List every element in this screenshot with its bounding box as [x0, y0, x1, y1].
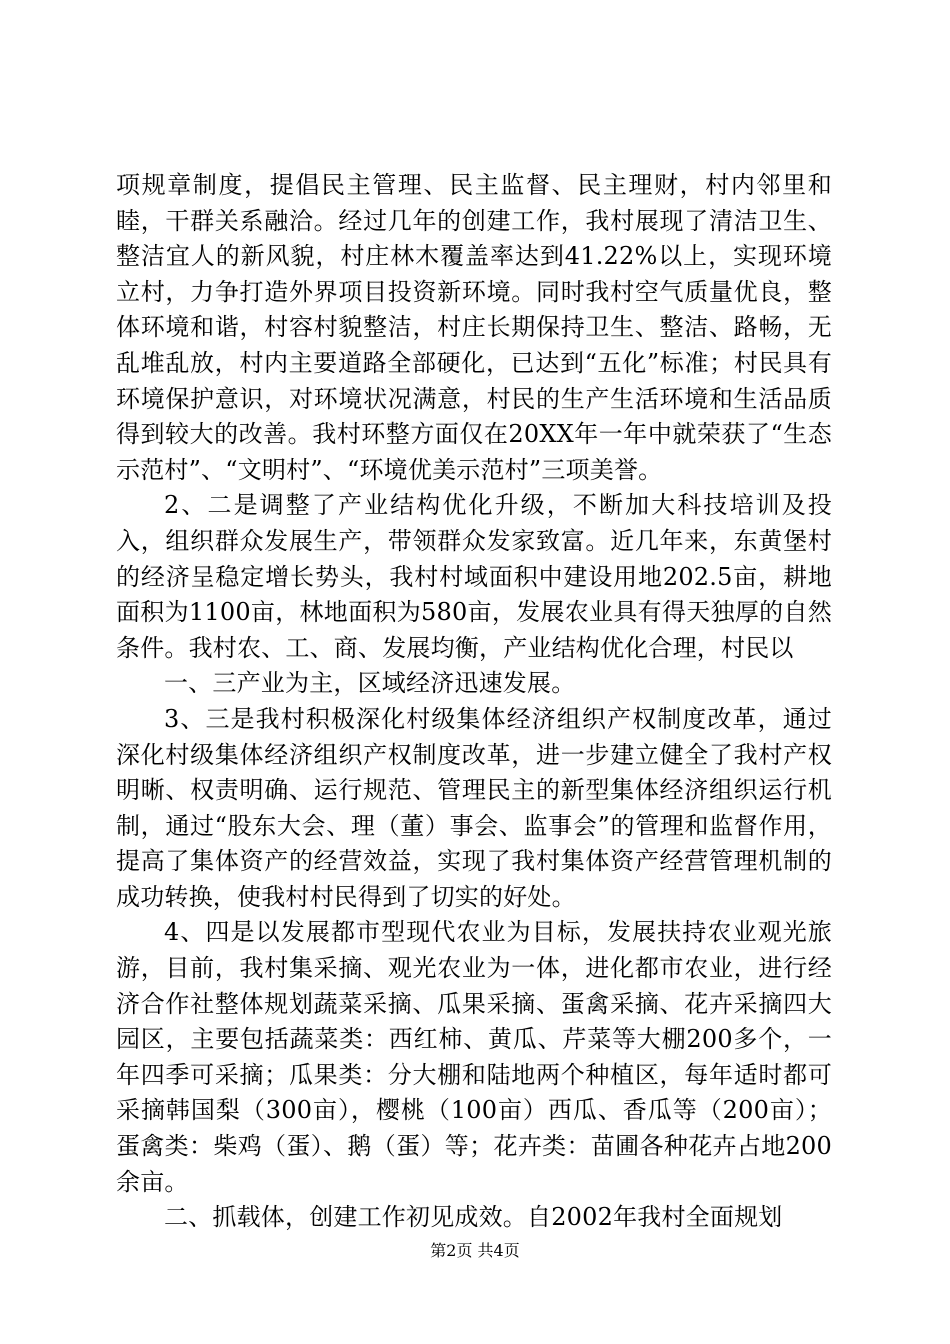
paragraph-carrier-initiative: 二、抓载体，创建工作初见成效。自2002年我村全面规划: [164, 1203, 783, 1232]
paragraph-property-reform: 3、三是我村积极深化村级集体经济组织产权制度改革，通过深化村级集体经济组织产权制度改革，进一步建立健全了我村产权明晰、权责明确、运行规范、管理民主的新型集体经济组织运行机制，通过“股东大会、理（董）事会、监事会”的管理和监督作用，提高了集体资产的经营效益，实现了我村集体资产经营管理机制的成功转换，使我村村民得到了切实的好处。: [116, 704, 832, 911]
paragraph-industry-continued: 一、三产业为主，区域经济迅速发展。: [164, 669, 576, 698]
document-body: [116, 168, 832, 1236]
paragraph-environment: 项规章制度，提倡民主管理、民主监督、民主理财，村内邻里和睦，干群关系融洽。经过几年的创建工作，我村展现了清洁卫生、整洁宜人的新风貌，村庄林木覆盖率达到41.22%以上，实现环境立村，力争打造外界项目投资新环境。同时我村空气质量优良，整体环境和谐，村容村貌整洁，村庄长期保持卫生、整洁、路畅，无乱堆乱放，村内主要道路全部硬化，已达到“五化”标准；村民具有环境保护意识，对环境状况满意，村民的生产生活环境和生活品质得到较大的改善。我村环整方面仅在20XX年一年中就荣获了“生态示范村”、“文明村”、“环境优美示范村”三项美誉。: [116, 171, 832, 484]
page-footer: 第2页 共4页: [430, 1241, 520, 1260]
paragraph-industry-structure: 2、二是调整了产业结构优化升级，不断加大科技培训及投入，组织群众发展生产，带领群众发家致富。近几年来，东黄堡村的经济呈稳定增长势头，我村村域面积中建设用地202.5亩，耕地面积为1100亩，林地面积为580亩，发展农业具有得天独厚的自然条件。我村农、工、商、发展均衡，产业结构优化合理，村民以: [116, 491, 832, 662]
paragraph-agri-tourism: 4、四是以发展都市型现代农业为目标，发展扶持农业观光旅游，目前，我村集采摘、观光农业为一体，进化都市农业，进行经济合作社整体规划蔬菜采摘、瓜果采摘、蛋禽采摘、花卉采摘四大园区，主要包括蔬菜类：西红柿、黄瓜、芹菜等大棚200多个，一年四季可采摘；瓜果类：分大棚和陆地两个种植区，每年适时都可采摘韩国梨（300亩），樱桃（100亩）西瓜、香瓜等（200亩）；蛋禽类：柴鸡（蛋）、鹅（蛋）等；花卉类：苗圃各种花卉占地200余亩。: [116, 918, 832, 1196]
